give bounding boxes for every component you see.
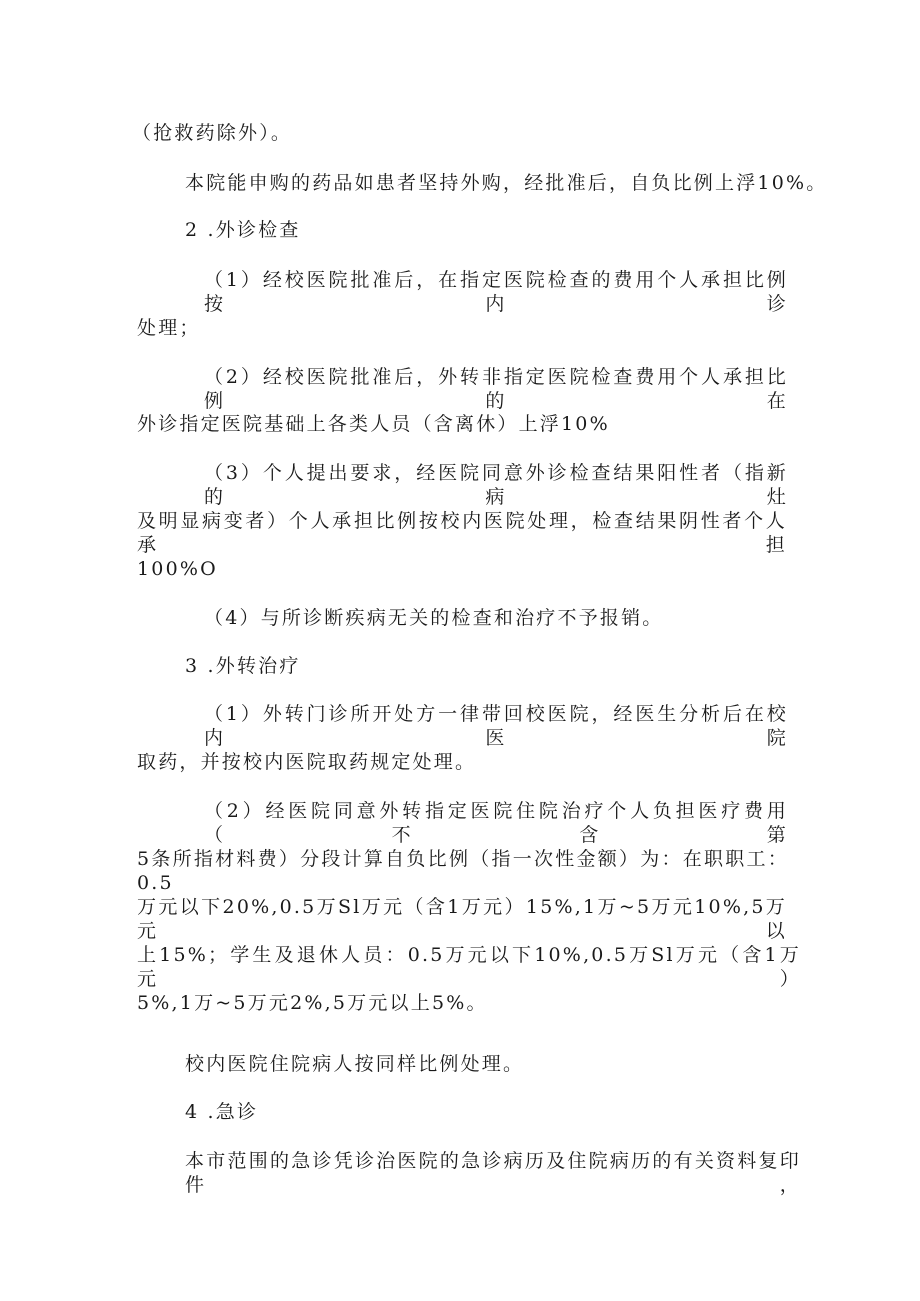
paragraph-line: （3）个人提出要求，经医院同意外诊检查结果阳性者（指新的病灶 [204,462,788,508]
paragraph-line: 5%,1万~5万元2%,5万元以上5%。 [137,992,488,1014]
section-heading: 2 .外诊检查 [185,219,301,241]
paragraph-line: 上15%；学生及退休人员：0.5万元以下10%,0.5万Sl万元（含1万元） [137,944,801,990]
paragraph-line: 取药，并按校内医院取药规定处理。 [137,751,477,773]
paragraph-line: 万元以下20%,0.5万Sl万元（含1万元）15%,1万~5万元10%,5万元以 [137,896,787,942]
paragraph-line: （2）经医院同意外转指定医院住院治疗个人负担医疗费用（不含第 [204,800,788,846]
paragraph-line: 本院能申购的药品如患者坚持外购，经批准后，自负比例上浮10%。 [185,172,828,194]
paragraph-line: （抢救药除外）。 [132,122,293,144]
section-heading: 3 .外转治疗 [185,655,301,677]
paragraph-line: 外诊指定医院基础上各类人员（含离休）上浮10% [137,413,610,435]
paragraph-line: 本市范围的急诊凭诊治医院的急诊病历及住院病历的有关资料复印件， [185,1150,801,1196]
paragraph-line: 校内医院住院病人按同样比例处理。 [185,1053,525,1075]
paragraph-line: （4）与所诊断疾病无关的检查和治疗不予报销。 [204,607,664,629]
paragraph-line: （1）经校医院批准后，在指定医院检查的费用个人承担比例按内诊 [204,269,788,315]
paragraph-line: 及明显病变者）个人承担比例按校内医院处理，检查结果阴性者个人承担 [137,510,787,556]
paragraph-line: 5条所指材料费）分段计算自负比例（指一次性金额）为：在职职工：0.5 [137,848,789,894]
section-heading: 4 .急诊 [185,1101,259,1123]
paragraph-line: （1）外转门诊所开处方一律带回校医院，经医生分析后在校内医院 [204,703,788,749]
paragraph-line: 100%O [137,558,218,580]
paragraph-line: 处理； [137,317,201,339]
paragraph-line: （2）经校医院批准后，外转非指定医院检查费用个人承担比例的在 [204,366,788,412]
